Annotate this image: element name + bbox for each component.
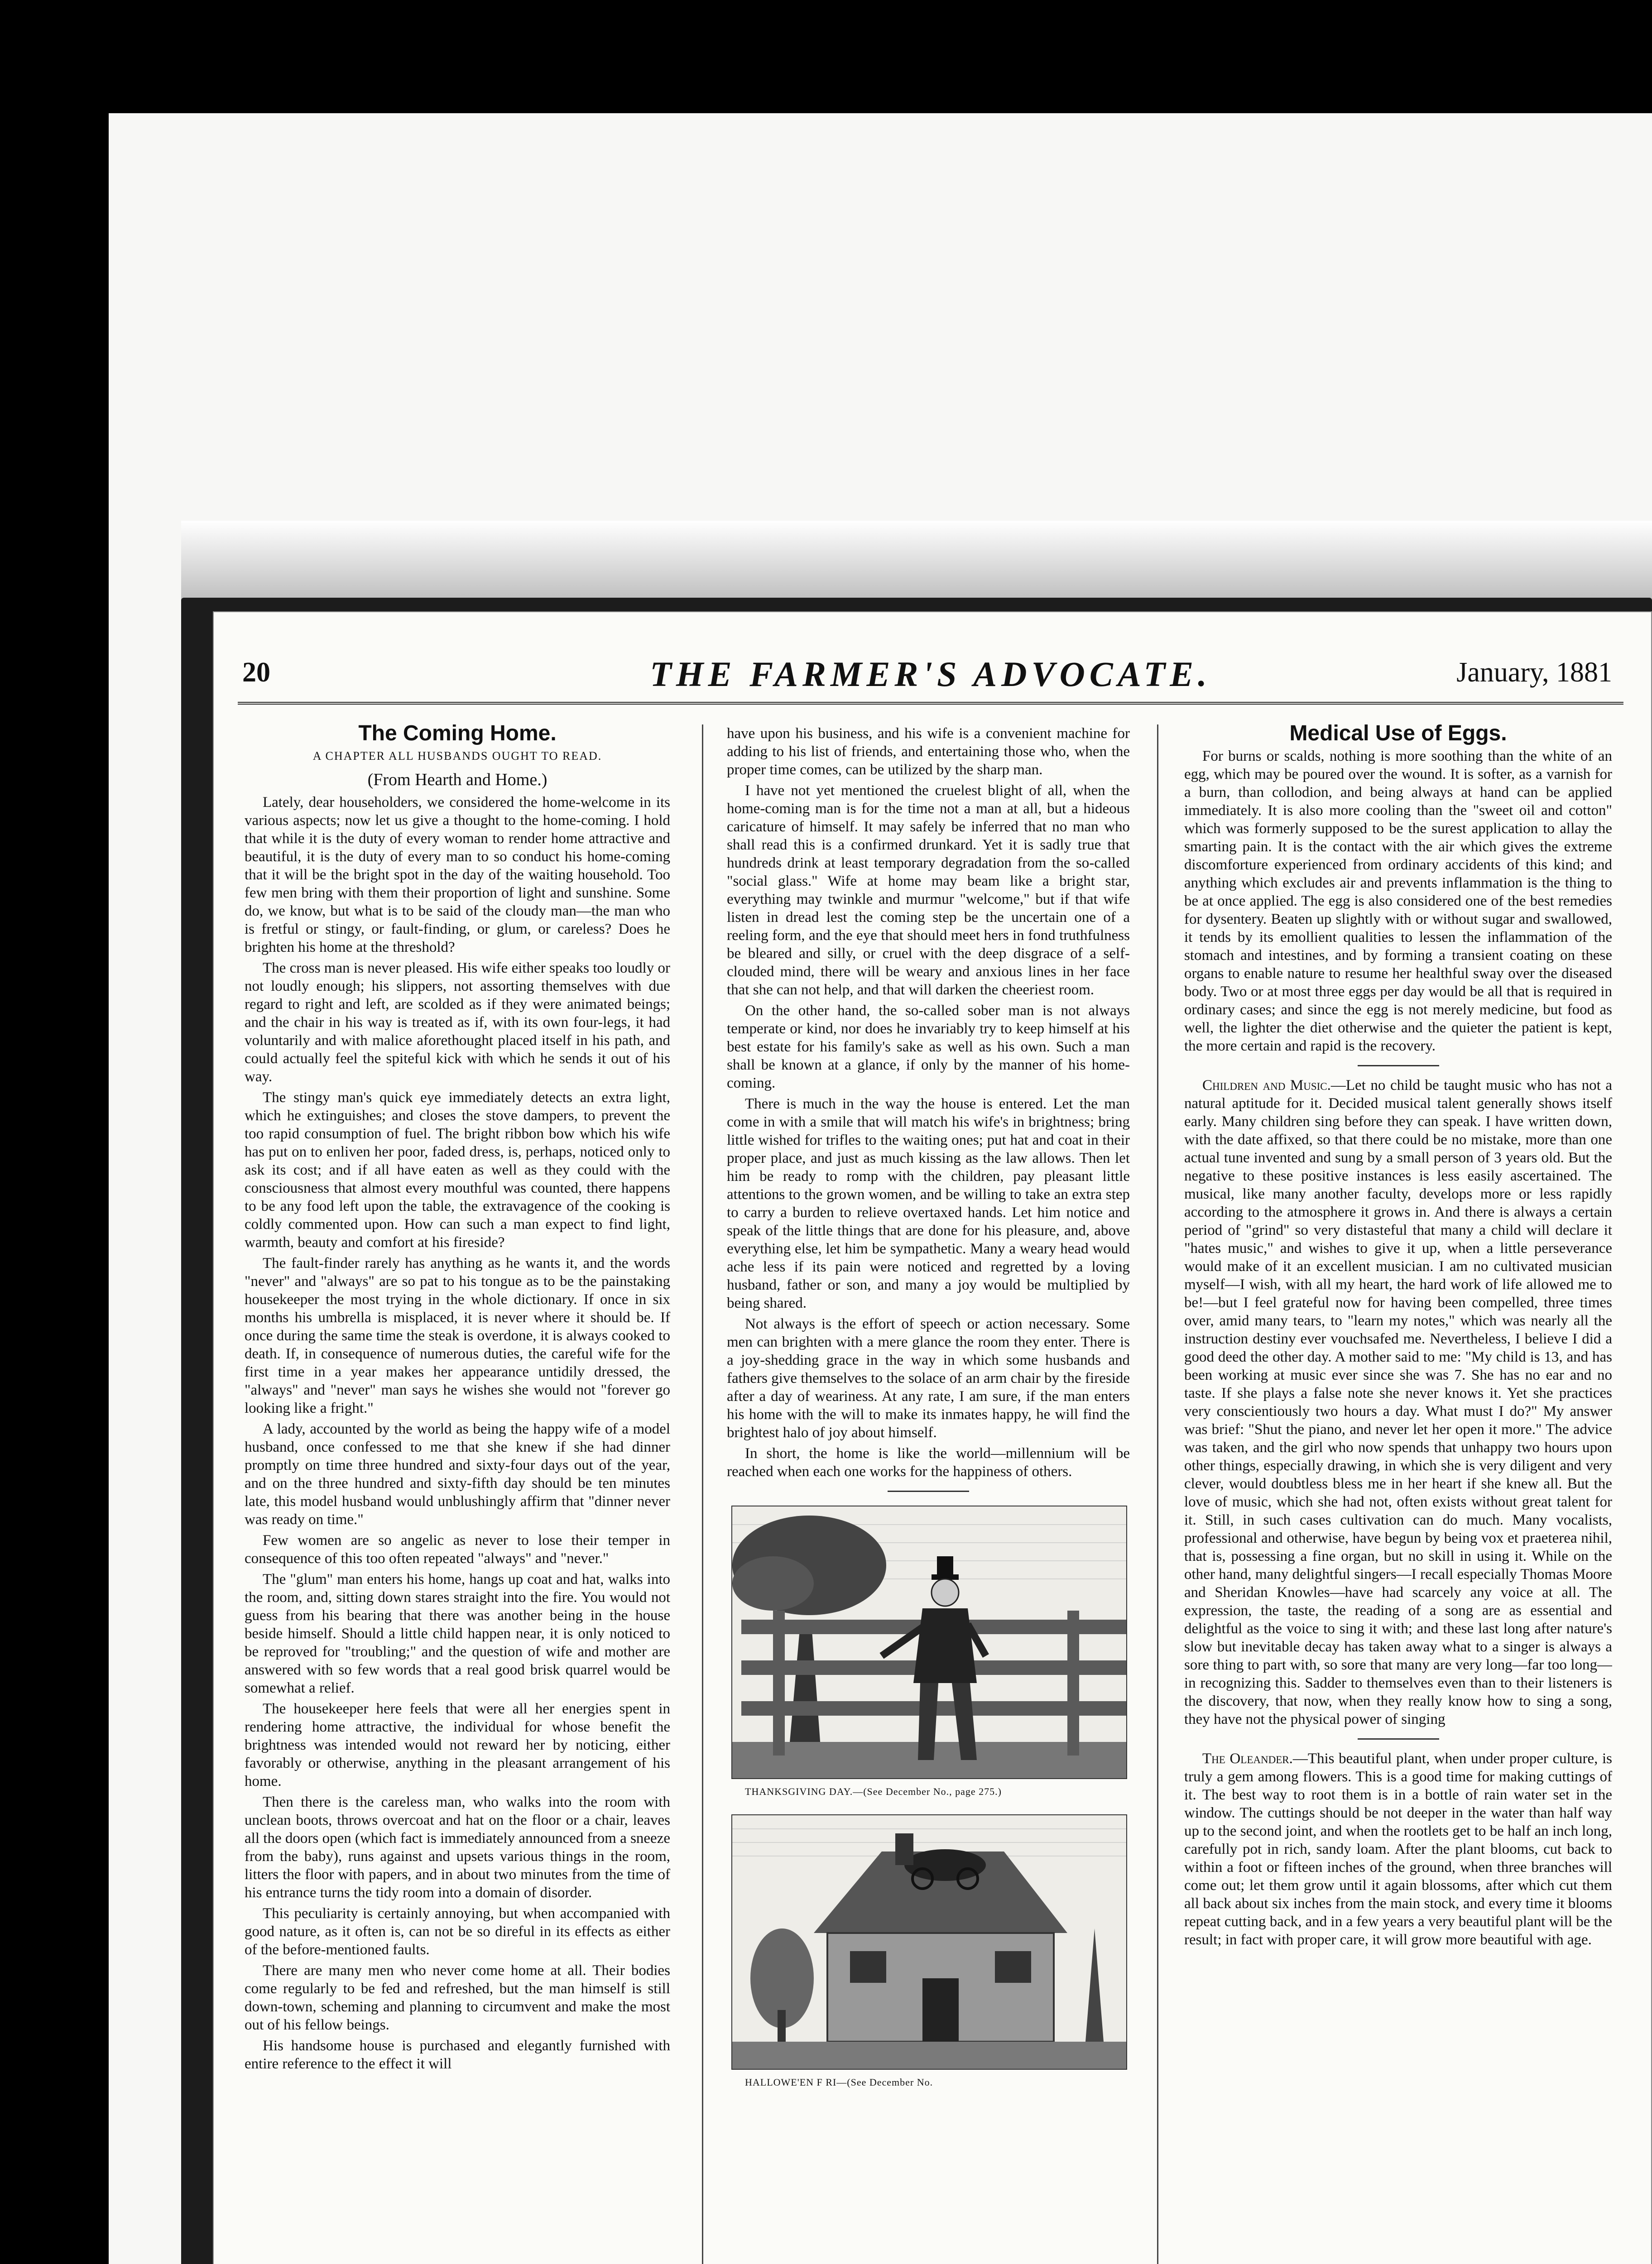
paragraph: The cross man is never pleased. His wife either speaks too loudly or not loudly enough; his slippers, not assorting themselves with due regard to right and left, are scolded as if they were animated beings; and the chair in his way is treated as if, with its own four-legs, it had voluntarily and with malice aforethought placed itself in his path, and could actually feel the spiteful kick with which he sends it out of his way. bbox=[245, 960, 670, 1085]
paragraph: On the other hand, the so-called sober man is not always temperate or kind, nor does he invariably try to keep himself at his best estate for his family's sake as well as his own. Such a man shall be known at a glance, if only by the manner of his home-coming. bbox=[727, 1002, 1130, 1091]
page-number: 20 bbox=[242, 657, 270, 688]
paragraph: Then there is the careless man, who walks into the room with unclean boots, throws overcoat and hat on the floor or a chair, leaves all the doors open (which fact is immediately announced from a sneeze from the baby), runs against and upsets various things in the room, litters the floor with papers, and in about two minutes from the time of his entrance turns the tidy room into a domain of disorder. bbox=[245, 1794, 670, 1901]
engraving-caption: THANKSGIVING DAY.—(See December No., page 275.) bbox=[745, 1786, 1002, 1797]
section-heading: Children and Music. bbox=[1202, 1077, 1331, 1094]
article-title: The Coming Home. bbox=[358, 724, 557, 745]
section-heading: The Oleander. bbox=[1202, 1751, 1293, 1767]
engraving-caption: HALLOWE'EN F RI—(See December No. bbox=[745, 2077, 933, 2088]
page-header bbox=[238, 648, 1623, 705]
paragraph: The "glum" man enters his home, hangs up coat and hat, walks into the room, and, sitting down stares straight into the fire. You would not guess from his bearing that there was another being in the house beside himself. Should a little child happen near, it is only noticed to be reproved for "troubling;" and the question of wife and mother are answered with so few words that a real good brisk quarrel would be somewhat a relief. bbox=[245, 1571, 670, 1696]
paragraph: His handsome house is purchased and elegantly furnished with entire reference to the effect it will bbox=[245, 2038, 670, 2072]
paragraph: There is much in the way the house is entered. Let the man come in with a smile that will match his wife's in brightness; bring little wished for trifles to the waiting ones; put hat and coat in their proper place, and just as much kissing as the law allows. Then let him be ready to romp with the children, pay pleasant little attentions to the grown women, and be willing to take an extra step to carry a burden to relieve overtaxed hands. Let him notice and speak of the little things that are done for his pleasure, and, above everything else, let him be sympathetic. Many a weary head would ache less if its pain were noticed and regretted by a loving husband, father or son, and many a joy would be multiplied by being shared. bbox=[727, 1096, 1130, 1311]
issue-date: January, 1881 bbox=[1456, 657, 1612, 688]
paragraph: The stingy man's quick eye immediately detects an extra light, which he extinguishes; and closes the stove dampers, to prevent the too rapid consumption of fuel. The bright ribbon bow which his wife has put on to enliven her poor, faded dress, is, perhaps, noticed only to ask its cost; and if all have eaten as well as they could with the consciousness that almost every mouthful was counted, there happens to be any food left upon the table, the extravagence of the cooking is coldly commented upon. How can such a man expect to find light, warmth, beauty and comfort at his fireside? bbox=[245, 1089, 670, 1251]
halloween-engraving bbox=[731, 1814, 1127, 2070]
page-content bbox=[238, 648, 1623, 2264]
paragraph: In short, the home is like the world—millennium will be reached when each one works for the happiness of others. bbox=[727, 1445, 1130, 1480]
masthead: THE FARMER'S ADVOCATE. bbox=[650, 654, 1211, 694]
separator bbox=[888, 1491, 969, 1492]
paragraph: have upon his business, and his wife is a convenient machine for adding to his list of friends, and entertaining those who, when the proper time comes, can be utilized by the sharp man. bbox=[727, 725, 1130, 778]
paragraph: I have not yet mentioned the cruelest blight of all, when the home-coming man is for the time not a man at all, but a hideous caricature of himself. It may safely be inferred that no man who shall read this is a confirmed drunkard. Yet it is sadly true that hundreds drink at least temporary degradation from the so-called "social glass." Wife at home may beam like a bright star, everything may twinkle and murmur "welcome," but if that wife listen in dread lest the coming step be the uncertain one of a reeling form, and the eye that should meet hers in fond truthfulness be bleared and silly, or cruel with the deep disgrace of a self-clouded mind, there will be weary and anxious lines in her face that she can not help, and that will darken the cheeriest room. bbox=[727, 782, 1130, 998]
separator bbox=[1358, 1738, 1439, 1740]
paragraph-text: —This beautiful plant, when under proper culture, is truly a gem among flowers. This is a good time for making cuttings of it. The best way to root them is in a bottle of rain water set in the window. The cuttings should be not deeper in the water than half way up to the second joint, and when the rootlets get to be half an inch long, carefully pot in rich, sandy loam. After the plant blooms, cut back to within a foot or fifteen inches of the ground, when three branches will come out; let them grow until it again blossoms, after which cut them all back about six inches from the main stock, and every time it blooms repeat cutting back, and in a few years a very beautiful plant will be the result; in fact with proper care, it will grow more beautiful with age. bbox=[1184, 1751, 1612, 1948]
article-subtitle: A CHAPTER ALL HUSBANDS OUGHT TO READ. bbox=[312, 749, 602, 763]
article-source: (From Hearth and Home.) bbox=[367, 770, 547, 789]
paragraph: The fault-finder rarely has anything as he wants it, and the words "never" and "always" are so pat to his tongue as to be the painstaking housekeeper the most trying in the whole dictionary. If once in six months his umbrella is misplaced, it is never where it should be. If once during the same time the steak is overdone, it is always cooked to death. If, in consequence of numerous duties, the careful wife for the first time in a year makes her appearance untidily dressed, the "always" and "never" man says he wishes she would not "forever go looking like a fright." bbox=[245, 1255, 670, 1416]
column-left bbox=[245, 724, 670, 2264]
book-shadow bbox=[181, 521, 1652, 602]
column-right bbox=[1184, 724, 1612, 2264]
paragraph bbox=[1184, 1750, 1612, 1949]
thanksgiving-engraving bbox=[731, 1506, 1127, 1779]
paragraph: Not always is the effort of speech or action necessary. Some men can brighten with a mere glance the room they enter. There is a joy-shedding grace in the way in which some husbands and fathers give themselves to the solace of an arm chair by the fireside after a day of weariness. At any rate, I am sure, if the man enters his home with the will to make its inmates happy, he will find the brightest halo of joy about himself. bbox=[727, 1316, 1130, 1441]
newspaper-page bbox=[213, 611, 1652, 2264]
article-title: Medical Use of Eggs. bbox=[1289, 724, 1507, 745]
paragraph: For burns or scalds, nothing is more soothing than the white of an egg, which may be poured over the wound. It is softer, as a varnish for a burn, than collodion, and being always at hand can be applied immediately. It is also more cooling than the "sweet oil and cotton" which was formerly supposed to be the surest application to allay the smarting pain. It is the contact with the air which gives the extreme discomforture experienced from ordinary accidents of this kind; and anything which excludes air and prevents inflammation is the thing to be at once applied. The egg is also considered one of the best remedies for dysentery. Beaten up slightly with or without sugar and swallowed, it tends by its emollient qualities to lessen the inflammation of the stomach and intestines, and by forming a transient coating on these organs to enable nature to resume her healthful sway over the diseased body. Two or at most three eggs per day would be all that is required in ordinary cases; and since the egg is not merely medicine, but food as well, the lighter the diet otherwise and the quieter the patient is kept, the more certain and rapid is the recovery. bbox=[1184, 748, 1612, 1054]
paragraph: The housekeeper here feels that were all her energies spent in rendering home attractive, the individual for whose benefit the brightness was intended would not reward her by noticing, either favorably or otherwise, anything in the pleasant arrangement of his home. bbox=[245, 1701, 670, 1789]
paragraph bbox=[1184, 1076, 1612, 1728]
paragraph-text: —Let no child be taught music who has not a natural aptitude for it. Decided musical talent generally shows itself early. Many children sing before they can speak. I have written down, with the date affixed, so that there could be no mistake, more than one actual tune invented and sung by a small person of 3 years old. But the negative to these positive instances is less easily ascertained. The musical, like many another faculty, develops more or less rapidly according to the atmosphere it grows in. And there is always a certain period of "grind" so very distasteful that many a child will declare it "hates music," and wishes to give it up, when a little perseverance would make of it an excellent musician. I am no cultivated musician myself—I wish, with all my heart, the hard work of life allowed me to be!—but I feel grateful now for having been compelled, three times over, amid many tears, to "learn my notes," which was nearly all the instruction destiny ever vouchsafed me. Nevertheless, I believe I did a good deed the other day. A mother said to me: "My child is 13, and has been working at music ever since she was 7. She has no ear and no taste. If she plays a false note she never knows it. Yet she practices very conscientiously two hours a day. What must I do?" My answer was brief: "Shut the piano, and never let her open it more." The advice was taken, and the girl who now spends that unhappy two hours upon other things, especially drawing, in which she is very diligent and very clever, would doubtless bless me in her heart if she knew all. But the love of music, which she had not, often exists without great talent for it. Still, in such cases cultivation can do much. Many vocalists, professional and otherwise, have begun by being vox et praeterea nihil, that is, possessing a fine organ, but no skill in using it. While on the other hand, many delightful singers—I recall especially Thomas Moore and Sheridan Knowles—have had scarcely any voice at all. The expression, the taste, the reading of a song are as essential and delightful as the voice to sing it with; and these last long after nature's slow but inevitable decay has taken away what to a singer is always a sore thing to part with, so sore that many are very long—far too long—in recognizing this. Sadder to themselves even than to their listeners is the discovery, that now, when they really know how to sing a song, they have not the physical power of singing bbox=[1184, 1077, 1612, 1727]
paragraph: Few women are so angelic as never to lose their temper in consequence of this too often repeated "always" and "never." bbox=[245, 1532, 670, 1567]
paragraph: This peculiarity is certainly annoying, but when accompanied with good nature, as it often is, can not be so direful in its effects as either of the before-mentioned faults. bbox=[245, 1905, 670, 1958]
paragraph: Lately, dear householders, we considered the home-welcome in its various aspects; now let us give a thought to the home-coming. I hold that while it is the duty of every woman to render home attractive and beautiful, it is the duty of every man to so conduct his home-coming that it will be the bright spot in the day of the waiting household. Too few men bring with them their proportion of light and sunshine. Some do, we know, but what is to be said of the cloudy man—the man who is fretful or stingy, or fault-finding, or glum, or careless? Does he brighten his home at the threshold? bbox=[245, 794, 670, 955]
paragraph: A lady, accounted by the world as being the happy wife of a model husband, once confessed to me that she knew if she had dinner promptly on time three hundred and sixty-four days out of the year, and on the three hundred and sixty-fifth day should be ten minutes late, this model husband would unblushingly affirm that "dinner never was ready on time." bbox=[245, 1421, 670, 1528]
separator bbox=[1358, 1065, 1439, 1066]
column-rule bbox=[1157, 724, 1158, 2264]
paragraph: There are many men who never come home at all. Their bodies come regularly to be fed and refreshed, but the man himself is still down-town, scheming and planning to circumvent and make the most out of his fellow beings. bbox=[245, 1962, 670, 2033]
column-middle bbox=[727, 724, 1130, 2264]
column-rule bbox=[702, 724, 703, 2264]
